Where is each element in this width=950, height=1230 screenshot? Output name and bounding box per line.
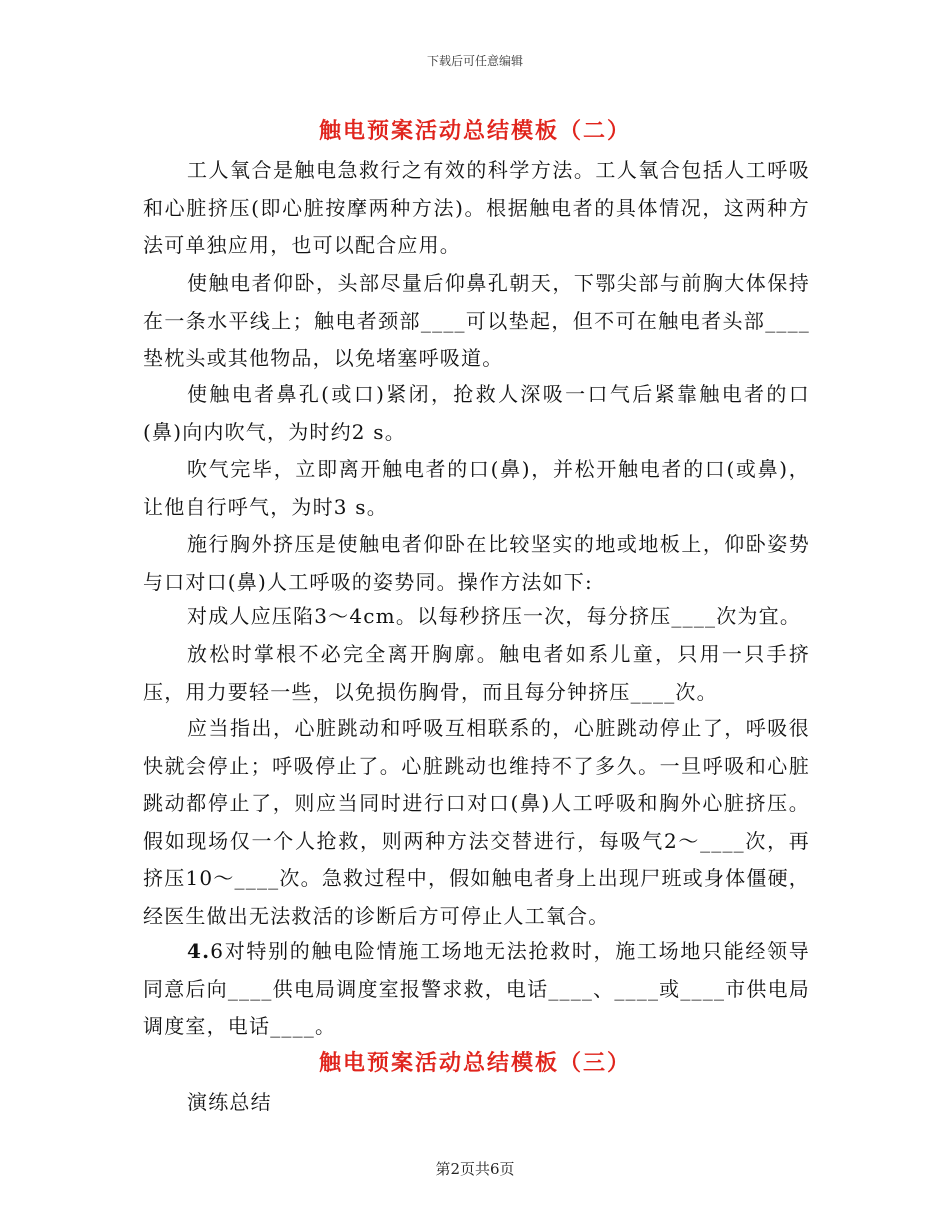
paragraph: 放松时掌根不必完全离开胸廓。触电者如系儿童，只用一只手挤压，用力要轻一些，以免损伤胸骨，而且每分钟挤压____次。 — [143, 642, 810, 704]
header-note: 下载后可任意编辑 — [426, 54, 523, 68]
paragraph: 吹气完毕，立即离开触电者的口(鼻)，并松开触电者的口(或鼻)，让他自行呼气，为时3 s。 — [143, 457, 810, 519]
section-title: 触电预案活动总结模板（二） — [318, 118, 631, 144]
paragraph-text: 6对特别的触电险情施工场地无法抢救时，施工场地只能经领导同意后向____供电局调度室报警求救，电话____、____或____市供电局调度室，电话____。 — [143, 939, 810, 1038]
page-number: 第2页共6页 — [435, 1160, 515, 1178]
paragraph-4-6 — [143, 933, 810, 1046]
paragraph: 对成人应压陷3～4cm。以每秒挤压一次，每分挤压____次为宜。 — [187, 604, 802, 628]
paragraph: 工人氧合是触电急救行之有效的科学方法。工人氧合包括人工呼吸和心脏挤压(即心脏按摩两种方法)。根据触电者的具体情况，这两种方法可单独应用，也可以配合应用。 — [143, 158, 810, 257]
section-number: 4. — [187, 939, 211, 963]
paragraph: 使触电者鼻孔(或口)紧闭，抢救人深吸一口气后紧靠触电者的口(鼻)向内吹气，为时约2 s。 — [143, 382, 810, 444]
paragraph: 演练总结 — [187, 1090, 272, 1114]
paragraph: 应当指出，心脏跳动和呼吸互相联系的，心脏跳动停止了，呼吸很快就会停止；呼吸停止了。心脏跳动也维持不了多久。一旦呼吸和心脏跳动都停止了，则应当同时进行口对口(鼻)人工呼吸和胸外心脏挤压。假如现场仅一个人抢救，则两种方法交替进行，每吸气2～____次，再挤压10～____次。急救过程中，假如触电者身上出现尸班或身体僵硬，经医生做出无法救活的诊断后方可停止人工氧合。 — [143, 716, 810, 928]
section-title: 触电预案活动总结模板（三） — [318, 1050, 631, 1076]
paragraph: 使触电者仰卧，头部尽量后仰鼻孔朝天，下鄂尖部与前胸大体保持在一条水平线上；触电者颈部____可以垫起，但不可在触电者头部____垫枕头或其他物品，以免堵塞呼吸道。 — [143, 271, 810, 370]
paragraph: 施行胸外挤压是使触电者仰卧在比较坚实的地或地板上，仰卧姿势与口对口(鼻)人工呼吸的姿势同。操作方法如下: — [143, 532, 810, 594]
